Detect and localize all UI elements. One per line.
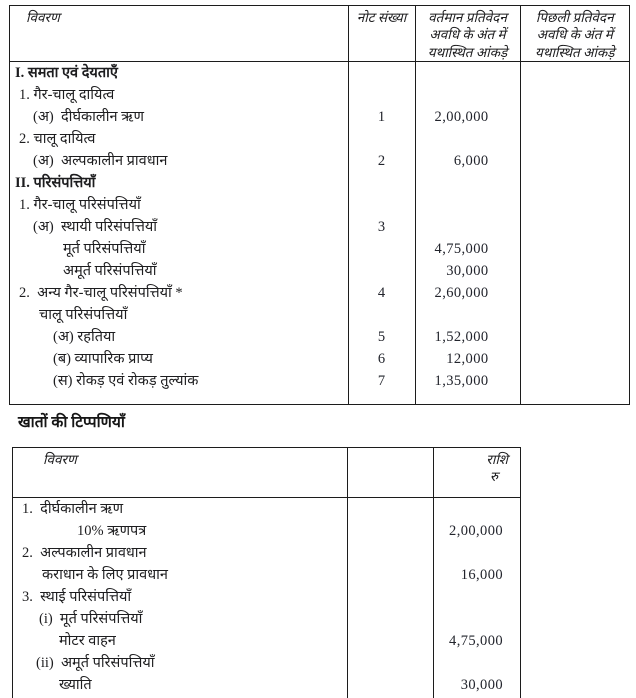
header-current-period: वर्तमान प्रतिवेदन अवधि के अंत में यथास्थित आंकड़े xyxy=(415,6,520,62)
previous-amount-cell xyxy=(520,194,629,216)
particulars-cell: 1. दीर्घकालीन ऋण xyxy=(22,500,124,517)
amount-cell xyxy=(433,498,520,521)
table-row xyxy=(13,542,520,564)
header-note-number: नोट संख्या xyxy=(348,6,415,62)
previous-amount-cell xyxy=(520,304,629,326)
empty-cell xyxy=(347,564,433,586)
note-cell xyxy=(348,260,415,282)
particulars-cell: मोटर वाहन xyxy=(59,632,116,649)
previous-amount-cell xyxy=(520,370,629,392)
empty-cell xyxy=(347,586,433,608)
particulars-cell: (अ) रहतिया xyxy=(53,328,116,345)
note-cell xyxy=(348,172,415,194)
note-cell xyxy=(348,128,415,150)
particulars-cell: 2. चालू दायित्व xyxy=(19,130,96,147)
note-cell: 7 xyxy=(348,370,415,392)
current-amount-cell xyxy=(415,216,520,238)
current-amount-cell: 1,35,000 xyxy=(415,370,520,392)
amount-cell: 30,000 xyxy=(433,674,520,696)
empty-cell xyxy=(347,608,433,630)
note-cell xyxy=(348,304,415,326)
particulars-cell: 1. गैर-चालू परिसंपत्तियाँ xyxy=(19,196,141,213)
current-amount-cell xyxy=(415,84,520,106)
table-row xyxy=(10,304,629,326)
previous-amount-cell xyxy=(520,260,629,282)
table-row xyxy=(10,216,629,238)
note-cell: 1 xyxy=(348,106,415,128)
table-row xyxy=(13,498,520,521)
notes-table-header-row xyxy=(13,448,520,498)
current-amount-cell: 6,000 xyxy=(415,150,520,172)
particulars-cell: (अ) अल्पकालीन प्रावधान xyxy=(33,152,168,169)
particulars-cell: चालू परिसंपत्तियाँ xyxy=(39,306,128,323)
previous-amount-cell xyxy=(520,62,629,85)
note-cell: 3 xyxy=(348,216,415,238)
particulars-cell: (ii) अमूर्त परिसंपत्तियाँ xyxy=(36,654,155,671)
table-row xyxy=(10,106,629,128)
amount-cell xyxy=(433,608,520,630)
table-row xyxy=(13,630,520,652)
particulars-cell: मूर्त परिसंपत्तियाँ xyxy=(63,240,146,257)
table-row xyxy=(10,62,629,85)
amount-cell: 16,000 xyxy=(433,564,520,586)
current-amount-cell xyxy=(415,172,520,194)
table-row xyxy=(13,652,520,674)
table-row xyxy=(10,326,629,348)
amount-cell xyxy=(433,542,520,564)
current-amount-cell: 2,60,000 xyxy=(415,282,520,304)
empty-cell xyxy=(347,630,433,652)
note-cell: 4 xyxy=(348,282,415,304)
table-row xyxy=(13,586,520,608)
previous-amount-cell xyxy=(520,282,629,304)
particulars-cell: 2. अन्य गैर-चालू परिसंपत्तियाँ * xyxy=(19,284,183,301)
table-row xyxy=(10,282,629,304)
previous-amount-cell xyxy=(520,172,629,194)
table-row xyxy=(10,172,629,194)
particulars-cell: अमूर्त परिसंपत्तियाँ xyxy=(63,262,157,279)
amount-cell xyxy=(433,652,520,674)
particulars-cell: (ब) व्यापारिक प्राप्य xyxy=(53,350,153,367)
table-row xyxy=(10,194,629,216)
table-row xyxy=(10,348,629,370)
note-cell xyxy=(348,194,415,216)
previous-amount-cell xyxy=(520,106,629,128)
current-amount-cell: 12,000 xyxy=(415,348,520,370)
note-cell: 5 xyxy=(348,326,415,348)
balance-sheet-header-row xyxy=(10,6,629,62)
particulars-cell: 3. स्थाई परिसंपत्तियाँ xyxy=(22,588,132,605)
table-filler-row xyxy=(10,392,629,404)
particulars-cell: ख्याति xyxy=(59,676,92,693)
particulars-cell: I. समता एवं देयताएँ xyxy=(15,64,118,81)
particulars-cell: (स) रोकड़ एवं रोकड़ तुल्यांक xyxy=(53,372,199,389)
current-amount-cell: 4,75,000 xyxy=(415,238,520,260)
note-cell xyxy=(348,238,415,260)
current-amount-cell: 30,000 xyxy=(415,260,520,282)
particulars-cell: 10% ऋणपत्र xyxy=(77,522,147,539)
particulars-cell: (अ) स्थायी परिसंपत्तियाँ xyxy=(33,218,158,235)
particulars-cell: (अ) दीर्घकालीन ऋण xyxy=(33,108,145,125)
table-row xyxy=(10,260,629,282)
table-row xyxy=(13,608,520,630)
particulars-cell: 2. अल्पकालीन प्रावधान xyxy=(22,544,147,561)
header-amount xyxy=(433,448,520,498)
current-amount-cell: 2,00,000 xyxy=(415,106,520,128)
note-cell: 2 xyxy=(348,150,415,172)
note-cell xyxy=(348,84,415,106)
note-cell xyxy=(348,62,415,85)
previous-amount-cell xyxy=(520,128,629,150)
notes-to-accounts-table xyxy=(12,447,521,698)
table-row xyxy=(10,370,629,392)
current-amount-cell xyxy=(415,194,520,216)
table-row xyxy=(10,128,629,150)
amount-cell: 4,75,000 xyxy=(433,630,520,652)
previous-amount-cell xyxy=(520,84,629,106)
header-particulars: विवरण xyxy=(10,6,348,62)
balance-sheet-table xyxy=(9,5,630,405)
empty-cell xyxy=(347,520,433,542)
particulars-cell: कराधान के लिए प्रावधान xyxy=(42,566,168,583)
previous-amount-cell xyxy=(520,150,629,172)
current-amount-cell xyxy=(415,304,520,326)
table-row xyxy=(10,238,629,260)
header-empty xyxy=(347,448,433,498)
table-row xyxy=(10,84,629,106)
amount-cell xyxy=(433,586,520,608)
header-particulars: विवरण xyxy=(13,448,347,498)
empty-cell xyxy=(347,542,433,564)
current-amount-cell xyxy=(415,62,520,85)
table-row xyxy=(13,520,520,542)
note-cell: 6 xyxy=(348,348,415,370)
table-row xyxy=(13,564,520,586)
previous-amount-cell xyxy=(520,216,629,238)
header-previous-period: पिछली प्रतिवेदन अवधि के अंत में यथास्थित आंकड़े xyxy=(520,6,629,62)
current-amount-cell xyxy=(415,128,520,150)
empty-cell xyxy=(347,674,433,696)
amount-cell: 2,00,000 xyxy=(433,520,520,542)
currency-label: रु xyxy=(489,469,498,485)
particulars-cell: 1. गैर-चालू दायित्व xyxy=(19,86,115,103)
particulars-cell: (i) मूर्त परिसंपत्तियाँ xyxy=(39,610,143,627)
notes-heading: खातों की टिप्पणियाँ xyxy=(18,414,125,431)
empty-cell xyxy=(347,652,433,674)
previous-amount-cell xyxy=(520,238,629,260)
empty-cell xyxy=(347,498,433,521)
amount-label: राशि xyxy=(486,452,508,467)
current-amount-cell: 1,52,000 xyxy=(415,326,520,348)
table-row xyxy=(13,674,520,696)
previous-amount-cell xyxy=(520,326,629,348)
table-row xyxy=(10,150,629,172)
particulars-cell: II. परिसंपत्तियाँ xyxy=(15,174,96,191)
previous-amount-cell xyxy=(520,348,629,370)
